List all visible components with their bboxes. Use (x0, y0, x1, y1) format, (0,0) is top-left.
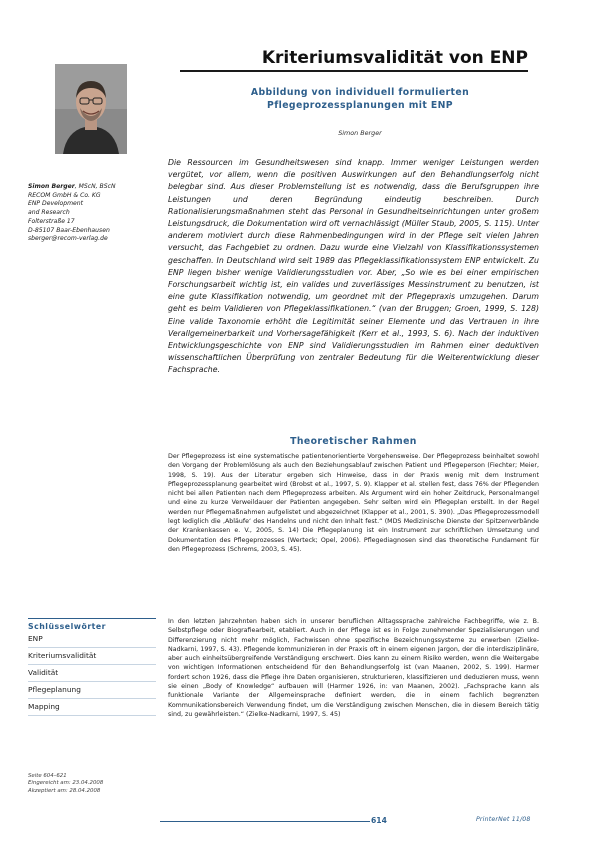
author-street: Folterstraße 17 (28, 217, 75, 225)
section-heading: Theoretischer Rahmen (290, 436, 417, 447)
body-paragraph-2-text: In den letzten Jahrzehnten haben sich in unserer beruflichen Alltagssprache zahlreiche Fachbegriffe, wie z. B. Selbstpflege oder Biografiearbeit, etabliert. Auch in der Pflege ist es in Folge zunehmender Spezialisierungen und Differenzierung nicht mehr möglich, Fachwissen ohne spezifische Bezeichnungssysteme zu erwerben (Zielke-Nadkarni, 1997, S. 43). Pflegende kommunizieren in der Praxis oft in einem eigenen Jargon, der die interdisziplinäre, aber auch einheitsübergreifende Verständigung erschwert. Dies kann zu einem Risiko werden, wenn die Weitergabe von wichtigen Informationen entscheidend für den Behandlungserfolg ist (van Maanen, 2002, S. 199). Harmer fordert schon 1926, dass die Pflege ihre Daten organisieren, strukturieren, klassifizieren und deduzieren muss, wenn sie einen „Body of Knowledge“ aufbauen will (Harmer 1926, in: van Maanen, 2002). „Fachsprache kann als funktionale Variante der Allgemeinsprache definiert werden, die in einem fachlich begrenzten Kommunikationsbereich Verwendung findet, um die Verständigung zwischen Menschen, die in diesem Bereich tätig sind, zu gewährleisten.“ (Zielke-Nadkarni, 1997, S. 45) (168, 618, 539, 718)
abstract-text: Die Ressourcen im Gesundheitswesen sind knapp. Immer weniger Leistungen werden vergütet, vor allem, wenn die positiven Auswirkungen auf den Behandlungserfolg nicht belegbar sind. Aus dieser Problemstellung ist es notwendig, dass die Berufsgruppen ihre Leistungen und deren Begründung eindeutig beschreiben. Durch Rationalisierungsmaßnahmen steht das Personal in Gesundheitseinrichtungen unter großem Leistungsdruck, die Dokumentation wird oft vernachlässigt (Müller Staub, 2005, S. 115). Unter anderem motiviert durch diese Rahmenbedingungen wird in der Pflege seit vielen Jahren versucht, das Fachgebiet zu ordnen. Dazu wurde eine Vielzahl von Klassifikationssystemen geschaffen. In Deutschland wird seit 1989 das Pflegeklassifikationssystem ENP entwickelt. Zu ENP liegen bisher wenige Validierungsstudien vor. Aber, „So wie es bei einer empirischen Forschungsarbeit wichtig ist, ein valides und zuverlässiges Messinstrument zu benutzen, ist eine gute Klassifikation notwendig, um geordnet mit der Pflegepraxis umzugehen. Darum geht es beim Validieren von Pflegeklassifikationen.“ (van der Bruggen; Groen, 1999, S. 128) Eine valide Taxonomie erhöht die Legitimität seiner Elemente und das Vertrauen in ihre Verallgemeinerbarkeit und Vorhersagefähigkeit (Kerr et al., 1993, S. 6). Nach der induktiven Entwicklungsgeschichte von ENP sind Validierungsstudien im Rahmen einer deduktiven wissenschaftlichen Überprüfung von zentraler Bedeutung für die Weiterentwicklung dieser Fachsprache. (168, 158, 539, 375)
author-city: D-85107 Baar-Ebenhausen (28, 226, 110, 234)
author-info (28, 183, 160, 244)
page-range: Seite 604–621 (28, 773, 67, 779)
footer-rule (160, 821, 370, 822)
title-rule (180, 70, 528, 72)
byline: Simon Berger (338, 129, 382, 137)
author-department-2: and Research (28, 209, 70, 217)
author-department: ENP Development (28, 200, 84, 208)
keywords-title: Schlüsselwörter (28, 618, 156, 631)
author-affiliation: RECOM GmbH & Co. KG (28, 191, 101, 199)
abstract (168, 157, 539, 377)
author-email[interactable]: sberger@recom-verlag.de (28, 235, 108, 243)
accepted-date: Akzeptiert am: 28.04.2008 (28, 787, 101, 794)
body-paragraph-1-text: Der Pflegeprozess ist eine systematische patientenorientierte Vorgehensweise. Der Pflegeprozess beinhaltet sowohl den Vorgang der Problemlösung als auch den Beziehungsablauf zwischen Patient und Pflegeperson (Fiechter; Meier, 1998, S. 19). Aus der Literatur ergeben sich Hinweise, dass in der Praxis wenig mit dem Instrument Pflegeprozessplanung gearbeitet wird (Brobst et al., 1997, S. 9). Klapper et al. stellen fest, dass 76% der Pflegenden nicht bei allen Patienten nach dem Pflegeprozess arbeiten. Als Argument wird ein hoher Zeitdruck, Personalmangel und eine zu kurze Verweildauer der Patienten angegeben. Sehr selten wird ein Pflegeplan erstellt. In der Regel werden nur Pflegemaßnahmen aufgelistet und abgezeichnet (Klapper et al., 2001, S. 390). „Das Pflegeprozessmodell legt lediglich die ‚Abläufe‘ des Handelns und nicht den Inhalt fest.“ (MDS Medizinische Dienste der Spitzenverbände der Krankenkassen e. V., 2005, S. 14) Die Pflegeplanung ist ein Instrument zur schriftlichen Umsetzung und Dokumentation des Pflegeprozesses (Werteck; Opel, 2006). Pflegediagnosen sind das theoretische Fundament für den Pflegeprozess (Schrems, 2003, S. 45). (168, 453, 539, 553)
author-name: Simon Berger (28, 183, 75, 190)
article-title: Kriteriumsvalidität von ENP (261, 48, 528, 68)
body-paragraph-2 (168, 617, 539, 719)
subtitle-line-2: Pflegeprozessplanungen mit ENP (266, 100, 453, 111)
keyword-item: ENP (28, 631, 156, 648)
author-degrees: , MScN, BScN (74, 183, 116, 190)
page-number: 614 (371, 816, 387, 825)
keyword-item: Pflegeplanung (28, 682, 156, 699)
author-photo (55, 64, 127, 154)
submission-meta (28, 773, 168, 795)
submitted-date: Eingereicht am: 23.04.2008 (28, 780, 104, 787)
keywords-box (28, 618, 156, 716)
body-paragraph-1 (168, 452, 539, 554)
article-subtitle (200, 86, 520, 112)
journal-name: PrinterNet 11/08 (476, 816, 531, 823)
subtitle-line-1: Abbildung von individuell formulierten (250, 87, 470, 98)
author-name-line (28, 183, 160, 192)
keyword-item: Mapping (28, 699, 156, 716)
keyword-item: Kriteriumsvalidität (28, 648, 156, 665)
keyword-item: Validität (28, 665, 156, 682)
